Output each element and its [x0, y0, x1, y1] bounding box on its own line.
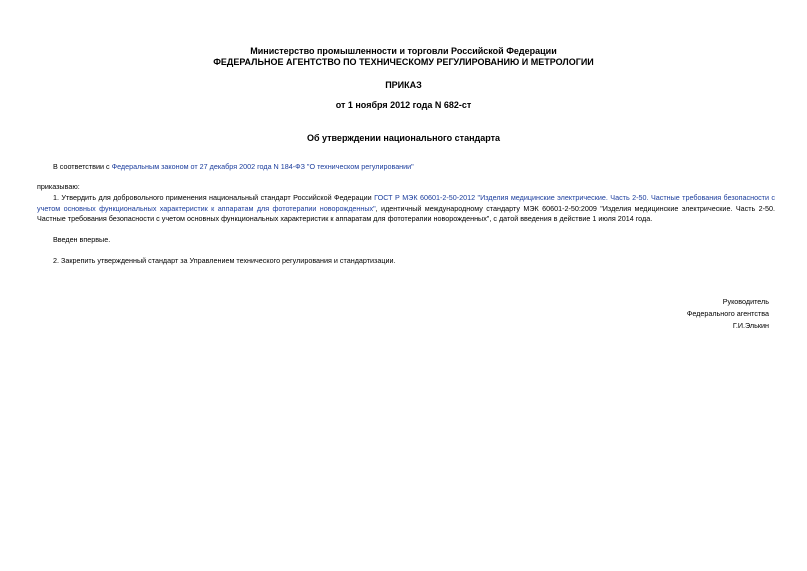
signature-name: Г.И.Элькин: [732, 321, 769, 330]
document-type: ПРИКАЗ: [385, 80, 422, 90]
document-date-number: от 1 ноября 2012 года N 682-ст: [335, 100, 472, 110]
item-1-paragraph: [37, 193, 775, 225]
signature-title-line-2: Федерального агентства: [686, 309, 769, 318]
order-word: приказываю:: [37, 182, 80, 191]
federal-law-link[interactable]: Федеральным законом от 27 декабря 2002 года N 184-ФЗ "О техническом регулировании": [111, 162, 414, 171]
basis-prefix: В соответствии с: [53, 162, 112, 171]
ministry-title: Министерство промышленности и торговли Российской Федерации: [250, 46, 557, 56]
signature-block: [687, 296, 769, 332]
agency-title: ФЕДЕРАЛЬНОЕ АГЕНТСТВО ПО ТЕХНИЧЕСКОМУ РЕГУЛИРОВАНИЮ И МЕТРОЛОГИИ: [213, 57, 594, 67]
item-1-prefix: 1. Утвердить для добровольного применения национальный стандарт Российской Федерации: [53, 193, 375, 202]
document-subject: Об утверждении национального стандарта: [306, 133, 501, 143]
first-introduced-note: Введен впервые.: [53, 235, 111, 244]
gost-standard-link[interactable]: ГОСТ Р МЭК 60601-2-50-2012 "Изделия медицинские электрические. Часть 2-50. Частные требования безопасности с учетом основных функциональных характеристик к аппаратам для фототерапии новорожденных": [37, 193, 775, 213]
item-1-suffix: , идентичный международному стандарту МЭК 60601-2-50:2009 "Изделия медицинские электрические. Часть 2-50. Частные требования безопасности с учетом основных функциональных характеристик к аппаратам для фототерапии новорожденных", с датой введения в действие 1 июля 2014 года.: [37, 203, 775, 223]
basis-paragraph: [37, 162, 775, 173]
item-2-paragraph: 2. Закрепить утвержденный стандарт за Управлением технического регулирования и стандартизации.: [53, 256, 396, 265]
signature-title-line-1: Руководитель: [722, 297, 769, 306]
